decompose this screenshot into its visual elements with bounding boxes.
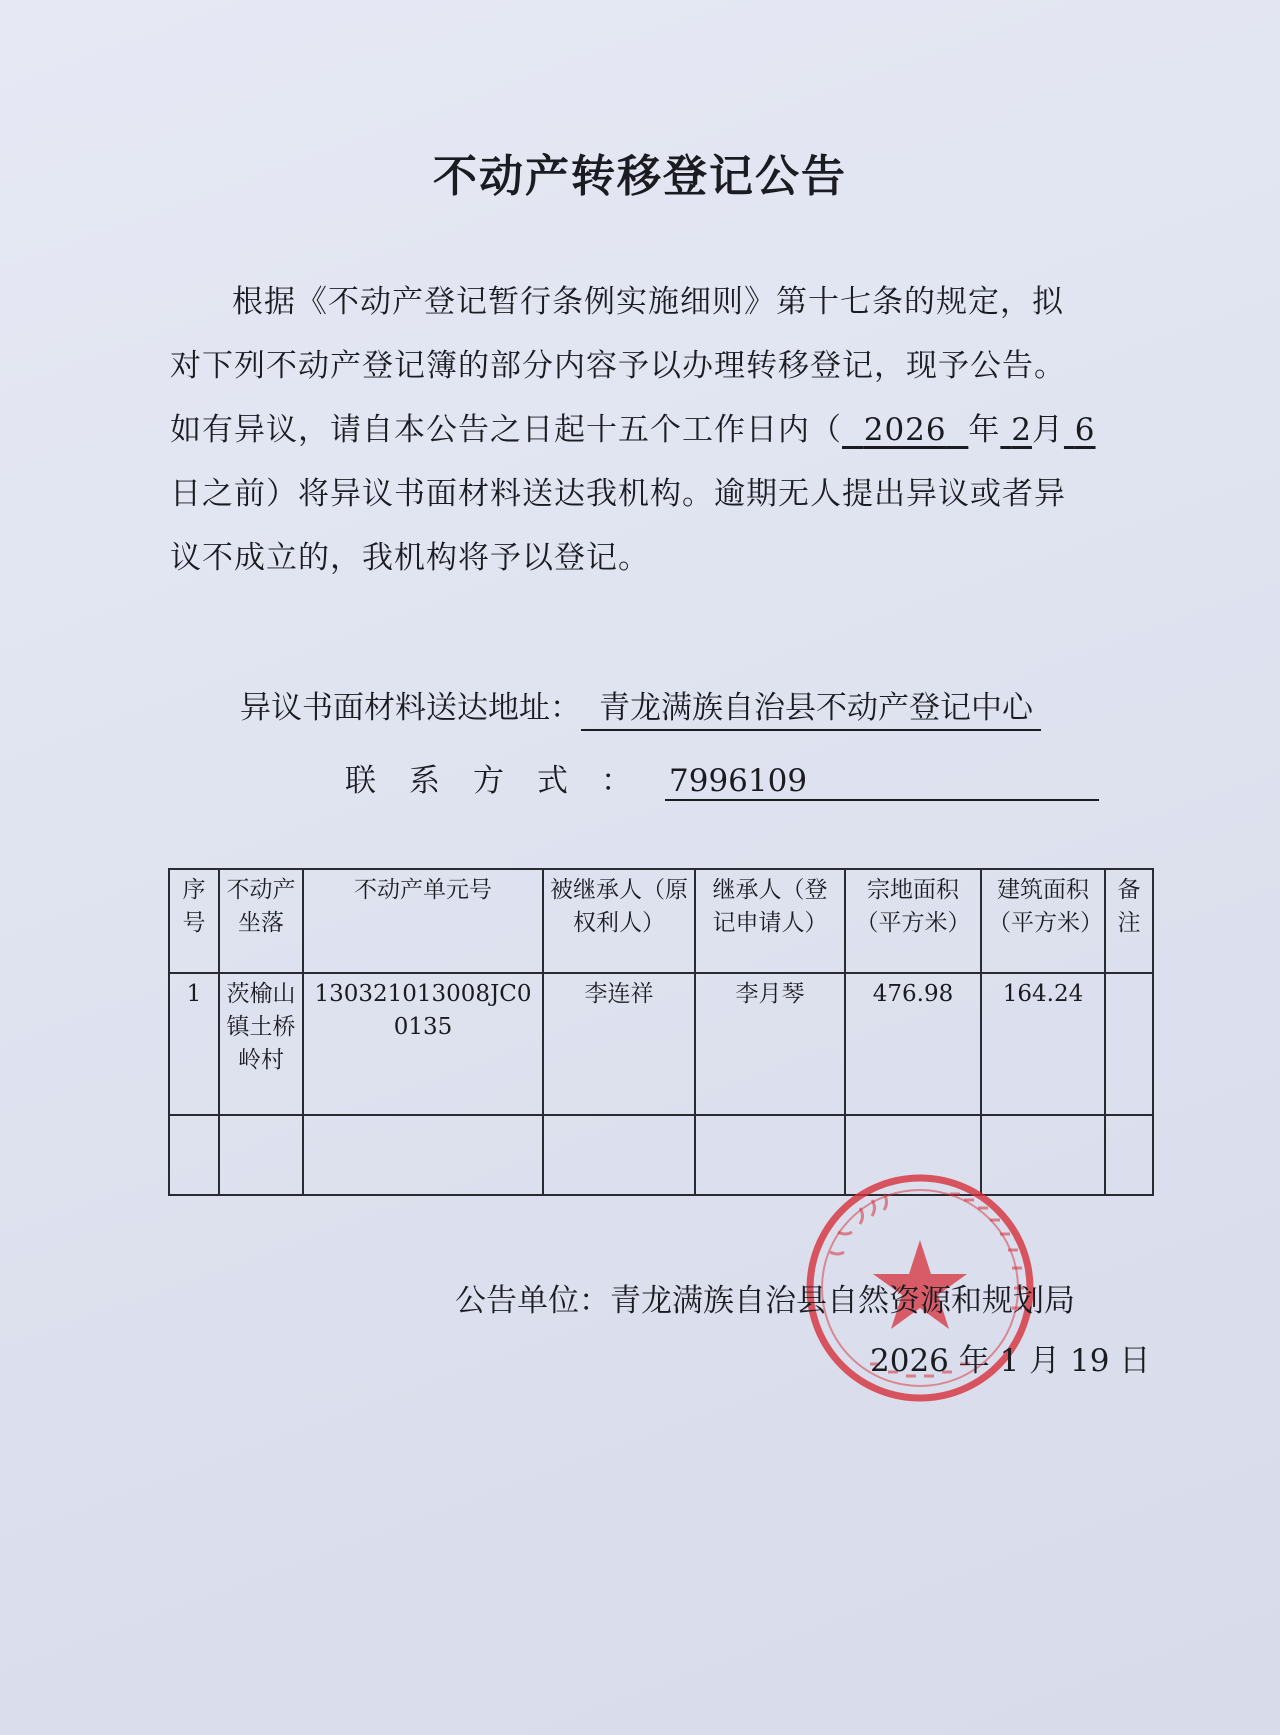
objection-address-label: 异议书面材料送达地址： (240, 690, 581, 726)
year-char: 年 (968, 412, 1001, 448)
header-building-area: 建筑面积（平方米） (981, 869, 1105, 973)
header-location: 不动产坐落 (219, 869, 303, 973)
cell-building-area: 164.24 (981, 973, 1105, 1115)
cell-land-area: 476.98 (845, 973, 981, 1115)
header-unit-number: 不动产单元号 (303, 869, 543, 973)
objection-address-row (240, 682, 1041, 731)
cell-remarks (1105, 973, 1153, 1115)
paragraph-line-3 (170, 398, 1130, 462)
announcing-unit (455, 1275, 1075, 1320)
property-table (168, 868, 1154, 1196)
contact-row (345, 755, 1099, 801)
cell-location (219, 1115, 303, 1195)
deadline-day: 6 (1074, 412, 1096, 448)
contact-label: 联系方式： (345, 763, 665, 799)
cell-remarks (1105, 1115, 1153, 1195)
header-heir: 继承人（登记申请人） (695, 869, 845, 973)
header-remarks: 备注 (1105, 869, 1153, 973)
objection-address-value: 青龙满族自治县不动产登记中心 (581, 682, 1041, 731)
cell-location: 茨榆山镇土桥岭村 (219, 973, 303, 1115)
paragraph-line-1: 根据《不动产登记暂行条例实施细则》第十七条的规定，拟 (232, 284, 1064, 320)
paragraph-line-2: 对下列不动产登记簿的部分内容予以办理转移登记，现予公告。 (170, 348, 1066, 384)
page-title: 不动产转移登记公告 (433, 151, 847, 202)
table-header-row (169, 869, 1153, 973)
header-decedent: 被继承人（原权利人） (543, 869, 695, 973)
deadline-month: 2 (1011, 412, 1032, 448)
paragraph-line-4: 日之前）将异议书面材料送达我机构。逾期无人提出异议或者异 (170, 476, 1066, 512)
month-char: 月 (1031, 412, 1064, 448)
announcing-unit-value: 青龙满族自治县自然资源和规划局 (610, 1283, 1075, 1319)
cell-decedent (543, 1115, 695, 1195)
header-land-area: 宗地面积（平方米） (845, 869, 981, 973)
announcing-unit-label: 公告单位： (455, 1283, 610, 1319)
cell-unit-number: 130321013008JC00135 (303, 973, 543, 1115)
cell-decedent: 李连祥 (543, 973, 695, 1115)
cell-serial (169, 1115, 219, 1195)
cell-unit-number (303, 1115, 543, 1195)
contact-value: 7996109 (665, 763, 1099, 801)
deadline-year: 2026 (863, 412, 947, 448)
paragraph-line-5: 议不成立的，我机构将予以登记。 (170, 540, 650, 576)
notice-paragraph (170, 270, 1130, 590)
cell-serial: 1 (169, 973, 219, 1115)
header-serial: 序号 (169, 869, 219, 973)
table-row (169, 973, 1153, 1115)
cell-heir: 李月琴 (695, 973, 845, 1115)
paragraph-line-3-prefix: 如有异议，请自本公告之日起十五个工作日内（ (170, 412, 842, 448)
announcement-date: 2026 年 1 月 19 日 (870, 1343, 1151, 1379)
